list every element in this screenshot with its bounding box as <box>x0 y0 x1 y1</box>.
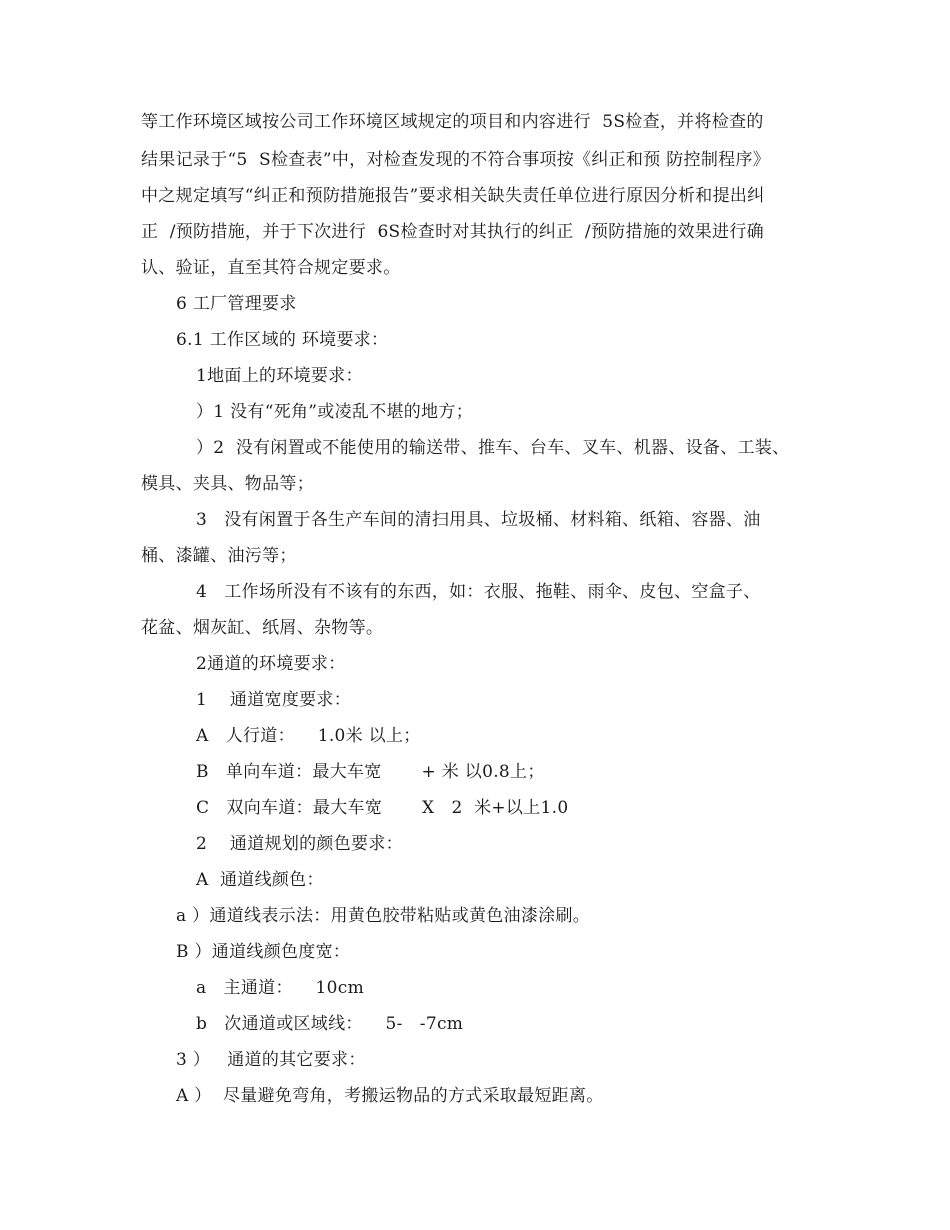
list-item: a ）通道线表示法：用黄色胶带粘贴或黄色油漆涂刷。 <box>176 906 591 926</box>
list-item: 4 工作场所没有不该有的东西，如：衣服、拖鞋、雨伞、皮包、空盒子、 <box>196 582 761 602</box>
text-line: 中之规定填写“纠正和预防措施报告”要求相关缺失责任单位进行原因分析和提出纠 <box>141 186 765 206</box>
list-item-continuation: 模具、夹具、物品等； <box>141 474 314 494</box>
text-line: 正 /预防措施，并于下次进行 6S检查时对其执行的纠正 /预防措施的效果进行确 <box>141 222 764 242</box>
list-item: b 次通道或区域线： 5- -7cm <box>196 1014 464 1034</box>
list-item: B 单向车道：最大车宽 + 米 以0.8上； <box>196 762 545 782</box>
list-item: A ） 尽量避免弯角，考搬运物品的方式采取最短距离。 <box>176 1086 604 1106</box>
list-item-continuation: 桶、漆罐、油污等； <box>141 546 297 566</box>
text-line: 认、验证，直至其符合规定要求。 <box>141 258 401 278</box>
list-item: B ）通道线颜色度宽： <box>176 942 351 962</box>
section-heading: 6 工厂管理要求 <box>176 294 297 314</box>
list-item: A 通道线颜色： <box>196 870 324 890</box>
list-item: 2 通道规划的颜色要求： <box>196 834 403 854</box>
list-item: 1 通道宽度要求： <box>196 690 352 710</box>
list-item: a 主通道： 10cm <box>196 978 365 998</box>
text-line: 结果记录于“5 S检查表”中，对检查发现的不符合事项按《纠正和预 防控制程序》 <box>141 150 771 170</box>
list-item: ）1 没有“死角”或凌乱不堪的地方； <box>196 402 474 422</box>
text-line: 等工作环境区域按公司工作环境区域规定的项目和内容进行 5S检查，并将检查的 <box>141 112 764 132</box>
list-heading: 1地面上的环境要求： <box>196 366 363 386</box>
list-item: 3 没有闲置于各生产车间的清扫用具、垃圾桶、材料箱、纸箱、容器、油 <box>196 510 761 530</box>
list-item: ）2 没有闲置或不能使用的输送带、推车、台车、叉车、机器、设备、工装、 <box>196 438 790 458</box>
list-item: C 双向车道：最大车宽 X 2 米+以上1.0 <box>196 798 569 818</box>
list-item-continuation: 花盆、烟灰缸、纸屑、杂物等。 <box>141 618 384 638</box>
list-heading: 2通道的环境要求： <box>196 654 346 674</box>
list-heading: 3 ） 通道的其它要求： <box>176 1050 366 1070</box>
list-item: A 人行道： 1.0米 以上； <box>196 726 421 746</box>
subsection-heading: 6.1 工作区域的 环境要求： <box>176 330 389 350</box>
